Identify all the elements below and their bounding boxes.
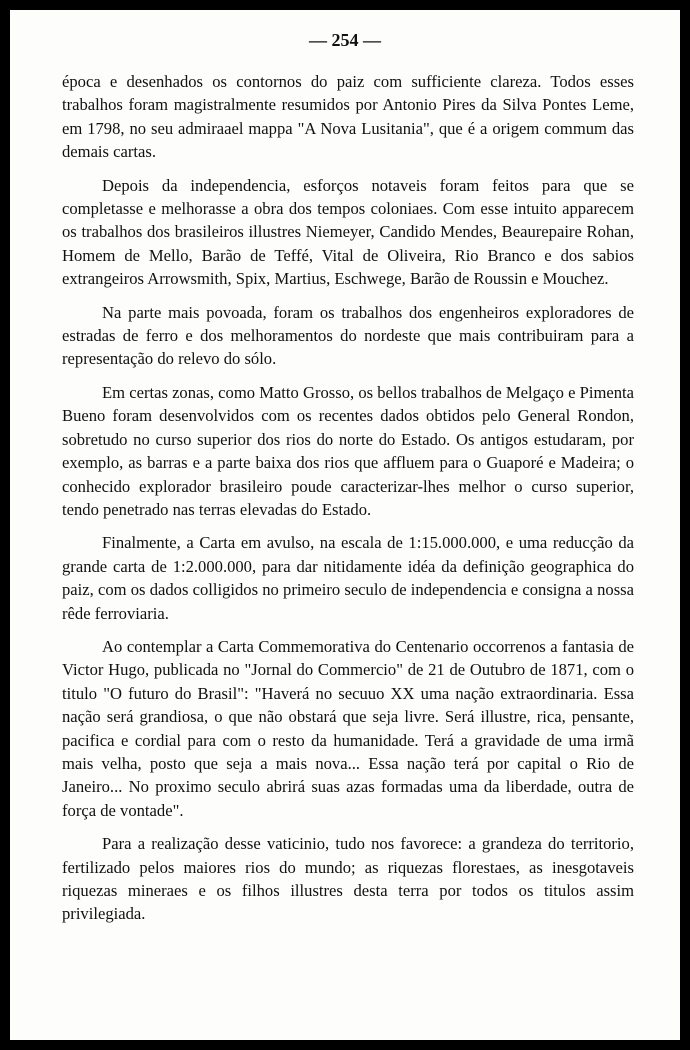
paragraph-1: época e desenhados os contornos do paiz com sufficiente clareza. Todos esses trabalhos foram magistralmente resumidos por Antonio Pires da Silva Pontes Leme, em 1798, no seu admiraael mappa "A Nova Lusitania", que é a origem commum das demais cartas. (62, 72, 634, 162)
paragraph-3: Na parte mais povoada, foram os trabalhos dos engenheiros exploradores de estradas de ferro e dos melhoramentos do nordeste que mais contribuiram para a representação do relevo do sólo. (62, 302, 634, 369)
text-body (62, 70, 634, 936)
paragraph-2: Depois da independencia, esforços notaveis foram feitos para que se completasse e melhorasse a obra dos tempos coloniaes. Com esse intuito apparecem os trabalhos dos brasileiros illustres Niemeyer, Candido Mendes, Beaurepaire Rohan, Homem de Mello, Barão de Teffé, Vital de Oliveira, Rio Branco e dos sabios extrangeiros Arrowsmith, Spix, Martius, Eschwege, Barão de Roussin e Mouchez. (62, 175, 634, 289)
paragraph-7: Para a realização desse vaticinio, tudo nos favorece: a grandeza do territorio, fertilizado pelos maiores rios do mundo; as riquezas florestaes, as inesgotaveis riquezas mineraes e os filhos illustres desta terra por todos os titulos assim privilegiada. (62, 834, 634, 924)
page-number: — 254 — (309, 30, 381, 50)
paragraph-4: Em certas zonas, como Matto Grosso, os bellos trabalhos de Melgaço e Pimenta Bueno foram desenvolvidos com os recentes dados obtidos pelo General Rondon, sobretudo no curso superior dos rios do norte do Estado. Os antigos estudaram, por exemplo, as barras e a parte baixa dos rios que affluem para o Guaporé e Madeira; o conhecido explorador brasileiro poude caracterizar-lhes melhor o curso superior, tendo penetrado nas terras elevadas do Estado. (62, 382, 634, 519)
paragraph-5: Finalmente, a Carta em avulso, na escala de 1:15.000.000, e uma reducção da grande carta de 1:2.000.000, para dar nitidamente idéa da definição geographica do paiz, com os dados colligidos no primeiro seculo de independencia e consigna a nossa rêde ferroviaria. (62, 533, 634, 623)
paragraph-6: Ao contemplar a Carta Commemorativa do Centenario occorrenos a fantasia de Victor Hugo, publicada no "Jornal do Commercio" de 21 de Outubro de 1871, com o titulo "O futuro do Brasil": "Haverá no secuuo XX uma nação extraordinaria. Essa nação será grandiosa, o que não obstará que seja livre. Será illustre, rica, pensante, pacifica e cordial para com o resto da humanidade. Terá a gravidade de uma irmã mais velha, posto que seja a mais nova... Essa nação terá por capital o Rio de Janeiro... No proximo seculo abrirá suas azas formadas uma da liberdade, outra de força de vontade". (62, 636, 634, 820)
book-page (10, 10, 680, 1040)
